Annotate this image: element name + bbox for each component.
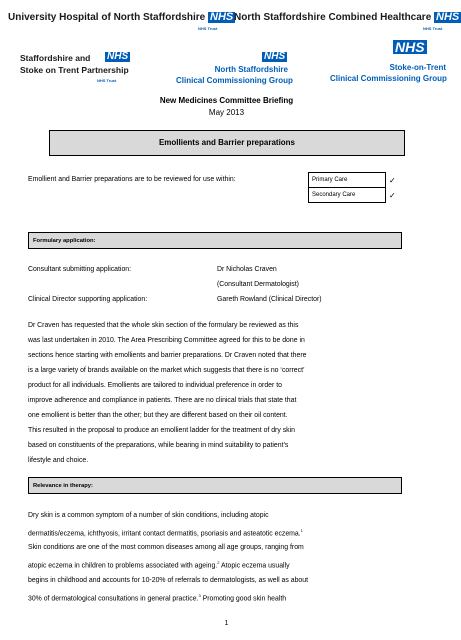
citation-3: 3 [198,592,201,598]
topic-title: Emollients and Barrier preparations [158,138,296,147]
logo-nsccg-line2: Clinical Commissioning Group [176,76,293,85]
formulary-heading: Formulary application: [33,237,96,244]
paragraph-line [28,541,424,556]
logo-nsch-name: North Staffordshire Combined Healthcare [234,12,432,23]
citation-1: 1 [300,527,303,533]
relevance-paragraph [28,509,424,606]
director-label: Clinical Director supporting application: [28,296,148,303]
paragraph-line: was last undertaken in 2010. The Area Prescribing Committee agreed for this to be done in [28,337,305,344]
paragraph-line [28,589,424,607]
formulary-heading-bar [28,232,402,249]
director-name: Gareth Rowland (Clinical Director) [217,296,322,303]
formulary-paragraph [28,320,424,466]
care-row [309,188,400,203]
care-row [309,173,400,188]
paragraph-line: improve adherence and compliance in patients. There are no clinical trials that state that [28,397,297,404]
paragraph-line: one emollient is better than the other; but they are different based on their oil content. [28,412,288,419]
paragraph-line [28,509,424,524]
logo-nsccg [176,64,293,86]
care-table [308,172,400,203]
logo-sotccg-line1: Stoke-on-Trent [389,63,446,72]
checkmark-icon: ✓ [389,190,396,200]
logo-nsch [234,12,461,23]
logo-sotccg [330,62,446,84]
paragraph-line: sections hence starting with emollients and barrier preparations. Dr Craven noted that there [28,352,307,359]
nhs-logo-icon: NHS [107,51,129,62]
care-label: Primary Care [309,173,386,188]
logo-ssotp-trust: NHS Trust [97,78,117,83]
paragraph-line: This resulted in the proposal to produce an emollient ladder for the treatment of dry skin [28,427,295,434]
page-date: May 2013 [208,108,245,117]
line-tail: Atopic eczema usually [219,562,290,570]
paragraph-line: Dr Craven has requested that the whole skin section of the formulary be reviewed as this [28,322,299,329]
care-label: Secondary Care [309,188,386,203]
nhs-logo-icon: NHS [395,39,425,55]
paragraph-line [28,574,424,589]
nhs-logo-icon: NHS [264,51,286,62]
consultant-label: Consultant submitting application: [28,266,132,273]
paragraph-line: based on constituents of the preparations, while bearing in mind suitability to patient’s [28,442,289,449]
logo-nsccg-line1: North Staffordshire [214,65,288,74]
logo-sotccg-line2: Clinical Commissioning Group [330,74,447,83]
logo-ssotp-line2: Stoke on Trent Partnership [20,65,129,75]
nhs-logo-icon: NHS [210,11,234,23]
logo-ssotp-line1: Staffordshire and [20,53,91,63]
citation-2: 2 [217,560,220,566]
consultant-role: (Consultant Dermatologist) [217,281,299,288]
line-text: Dry skin is a common symptom of a number of skin conditions, including atopic [28,512,269,519]
line-text: atopic eczema in children to problems associated with ageing. [28,562,218,570]
paragraph-line: is a large variety of brands available on the market which suggests that there is no ‘correct’ [28,367,305,374]
checkmark-icon: ✓ [389,175,396,185]
topic-box [49,130,405,156]
consultant-name: Dr Nicholas Craven [217,266,277,273]
page-number: 1 [224,620,229,627]
logo-nsch-trust: NHS Trust [423,26,443,31]
relevance-heading: Relevance in therapy: [33,482,93,489]
paragraph-line: lifestyle and choice. [28,457,89,464]
relevance-heading-bar [28,477,402,494]
line-text: 30% of dermatological consultations in general practice. [28,594,199,602]
logo-uhns [8,12,235,23]
paragraph-line: product for all individuals. Emollients are tailored to individual preference in order to [28,382,282,389]
page-title: New Medicines Committee Briefing [159,96,294,105]
line-tail: Promoting good skin health [200,594,287,602]
review-text: Emollient and Barrier preparations are to be reviewed for use within: [28,176,236,183]
nhs-logo-icon: NHS [436,11,460,23]
logo-uhns-trust: NHS Trust [198,26,218,31]
logo-uhns-name: University Hospital of North Staffordshire [8,12,206,23]
line-text: Skin conditions are one of the most common diseases among all age groups, ranging from [28,544,304,552]
line-text: dermatitis/eczema, ichthyosis, irritant contact dermatitis, psoriasis and asteatotic eczema. [28,529,301,537]
paragraph-line [28,556,424,574]
paragraph-line [28,524,424,542]
line-text: begins in childhood and accounts for 10-20% of referrals to dermatologists, as well as about [28,576,308,584]
